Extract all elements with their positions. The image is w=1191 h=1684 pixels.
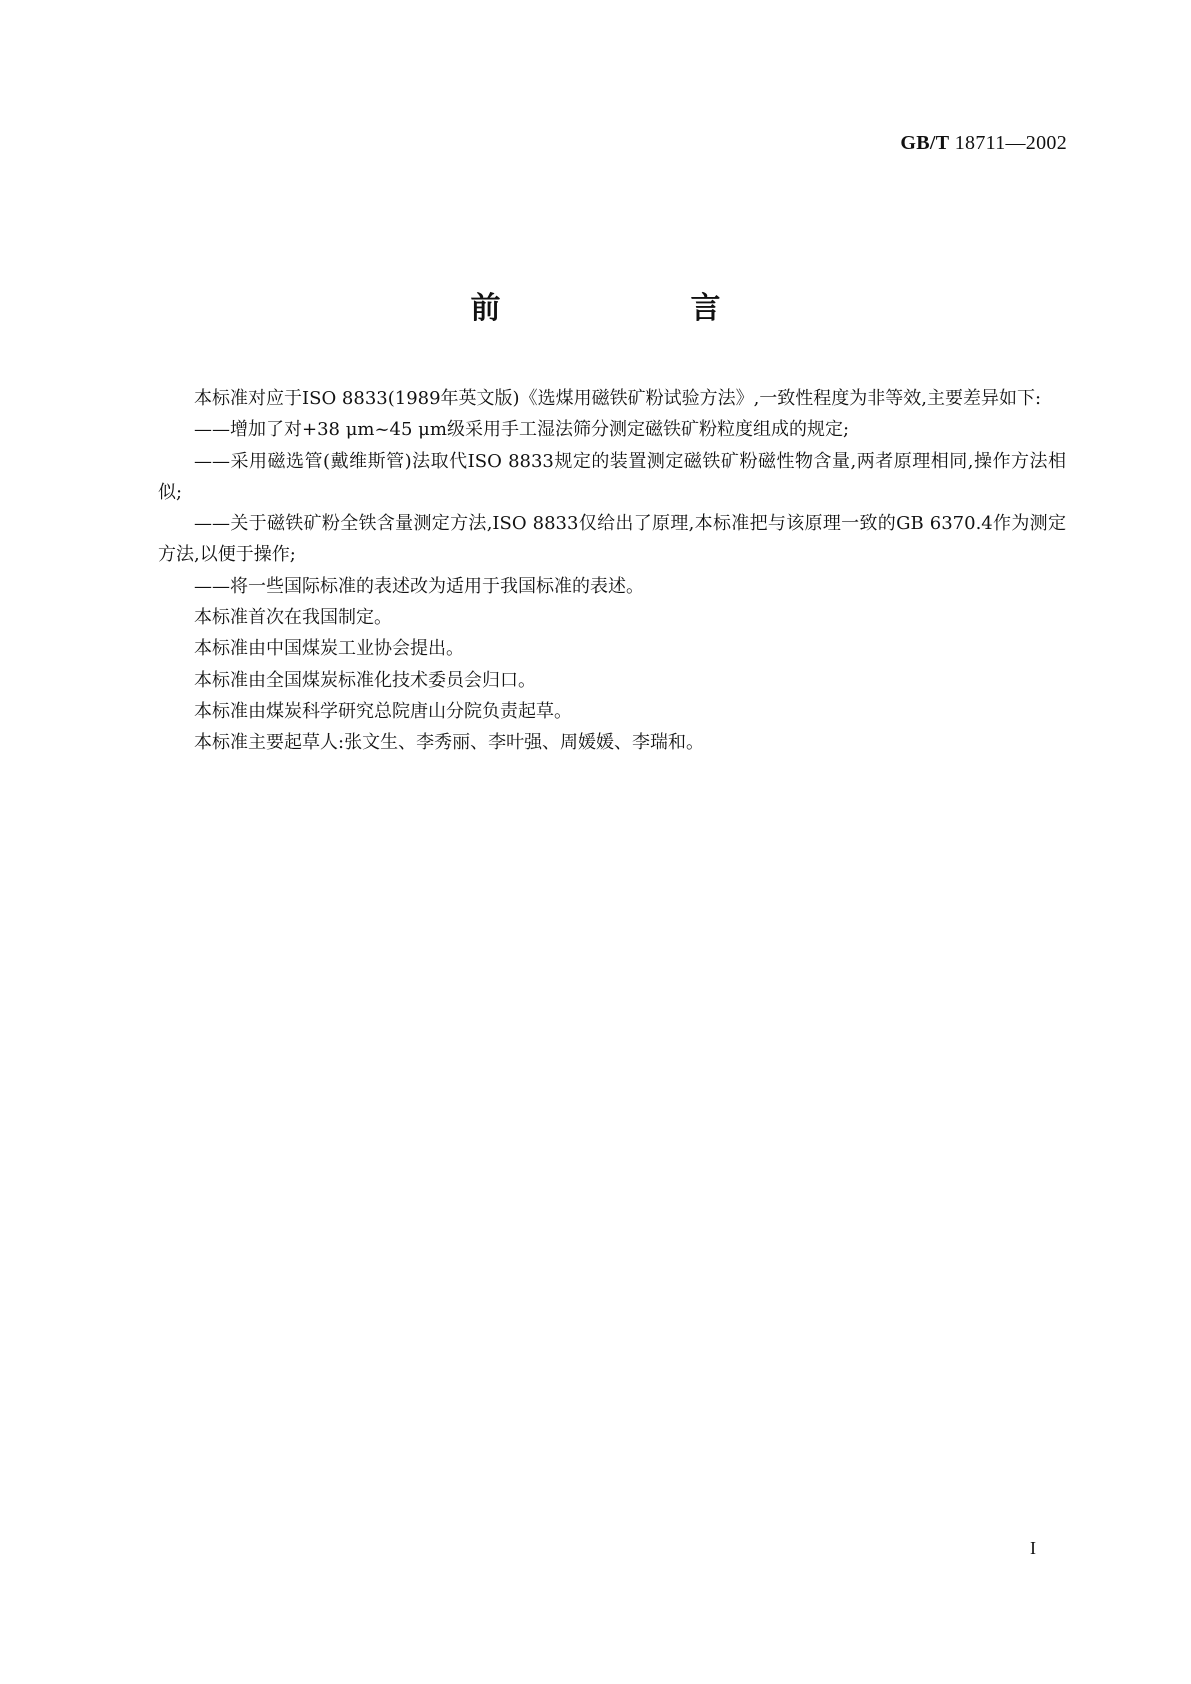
paragraph-centralized-by: 本标准由全国煤炭标准化技术委员会归口。 bbox=[194, 669, 536, 691]
paragraph-proposed-by: 本标准由中国煤炭工业协会提出。 bbox=[194, 638, 464, 660]
paragraph-difference-sieving: ——增加了对+38 μm~45 μm级采用手工湿法筛分测定磁铁矿粉粒度组成的规定; bbox=[194, 419, 850, 441]
paragraph-first-formulation: 本标准首次在我国制定。 bbox=[194, 607, 392, 629]
paragraph-correspondence: 本标准对应于ISO 8833(1989年英文版)《选煤用磁铁矿粉试验方法》,一致性程度为非等效,主要差异如下: bbox=[194, 388, 1042, 409]
paragraph-difference-expression: ——将一些国际标准的表述改为适用于我国标准的表述。 bbox=[194, 575, 644, 597]
paragraph-difference-iron-content: ——关于磁铁矿粉全铁含量测定方法,ISO 8833仅给出了原理,本标准把与该原理一致的GB 6370.4作为测定方法,以便于操作; bbox=[158, 513, 1066, 566]
page-title: 前 言 bbox=[470, 291, 801, 326]
standard-code-prefix: GB/T bbox=[900, 132, 950, 154]
paragraph-drafters: 本标准主要起草人:张文生、李秀丽、李叶强、周媛媛、李瑞和。 bbox=[194, 732, 705, 754]
paragraph-drafted-by: 本标准由煤炭科学研究总院唐山分院负责起草。 bbox=[194, 700, 572, 722]
foreword-body bbox=[158, 383, 1066, 759]
standard-code-number: 18711—2002 bbox=[954, 132, 1067, 154]
page-number: I bbox=[1030, 1538, 1036, 1558]
standard-code bbox=[900, 132, 1067, 155]
paragraph-difference-magnetic-tube: ——采用磁选管(戴维斯管)法取代ISO 8833规定的装置测定磁铁矿粉磁性物含量,两者原理相同,操作方法相似; bbox=[158, 450, 1066, 503]
